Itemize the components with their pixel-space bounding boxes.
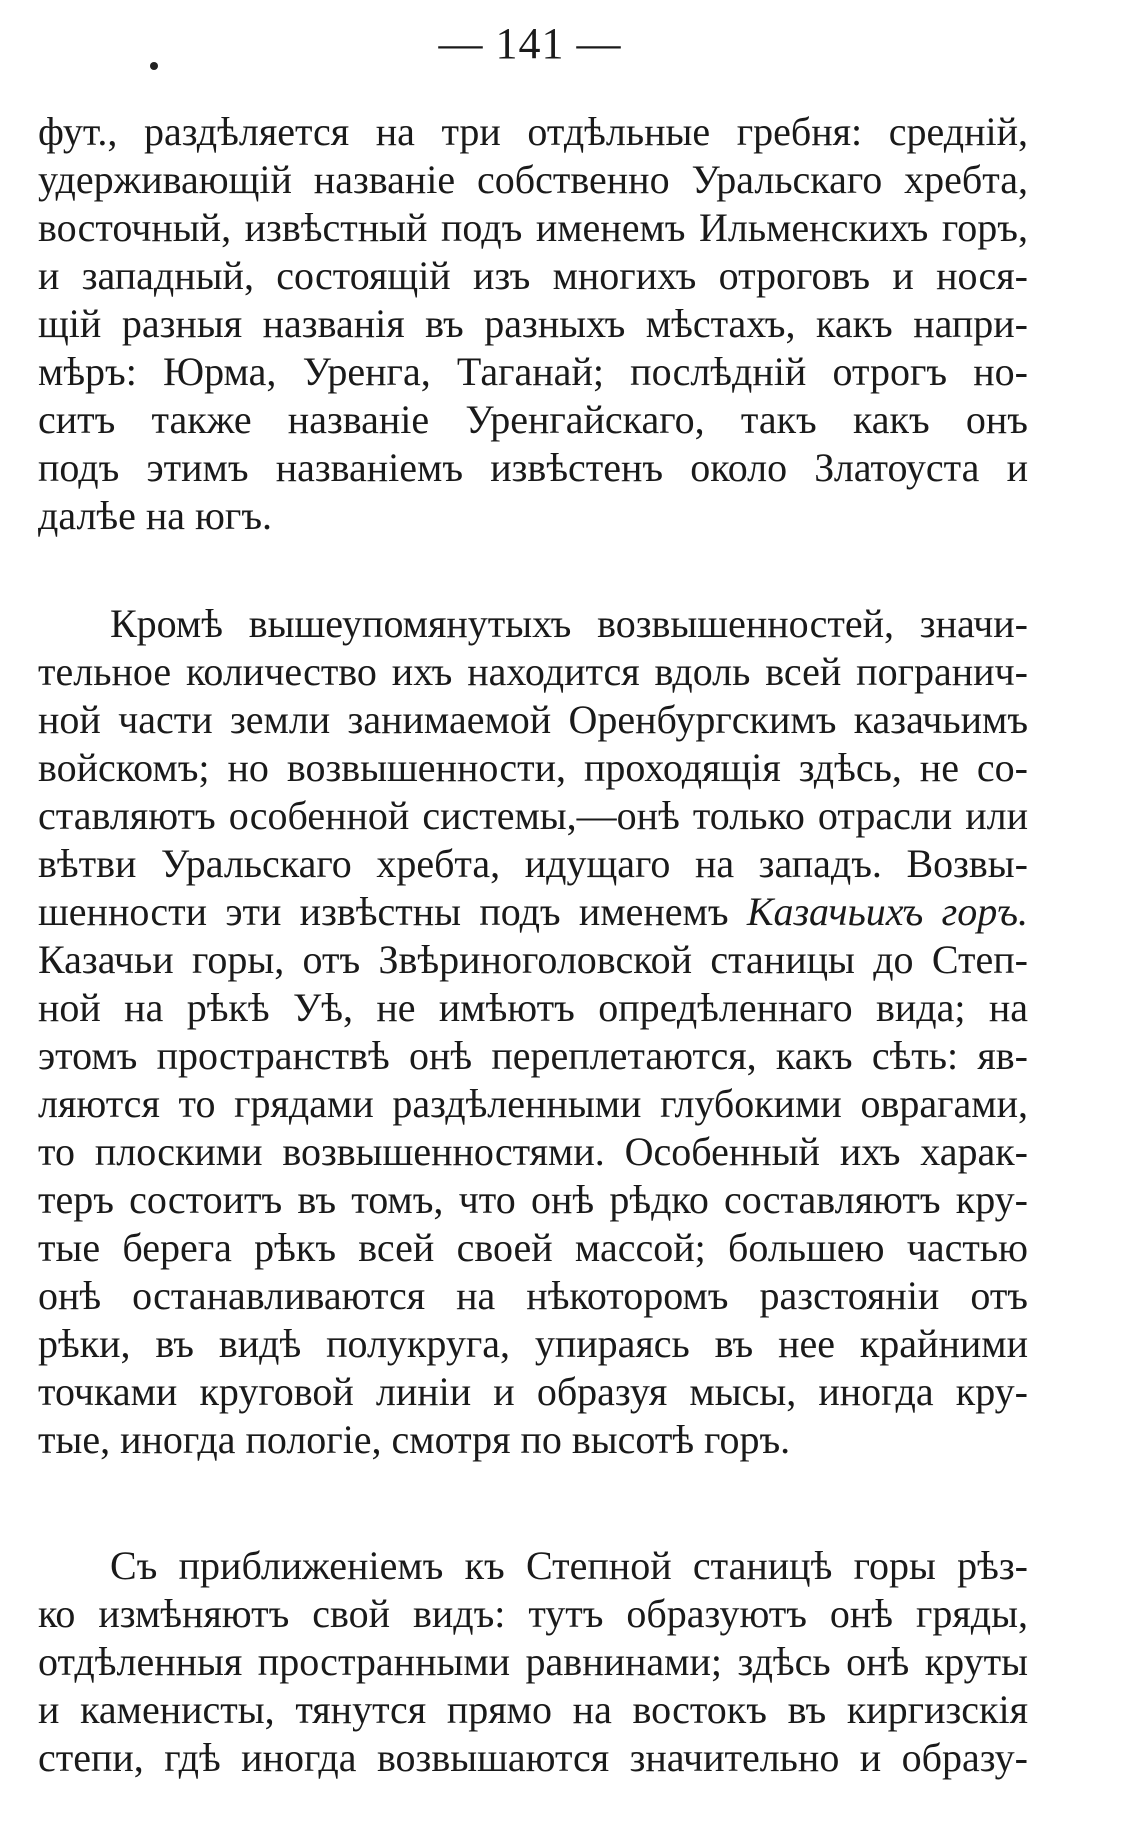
text-line: отдѣленныя пространными равнинами; здѣсь онѣ круты [38,1639,1028,1684]
paragraph-3 [38,1542,1028,1782]
paragraph-1 [38,108,1028,540]
text-line: онѣ останавливаются на нѣкоторомъ разстоянiи отъ [38,1273,1028,1318]
text-line: Кромѣ вышеупомянутыхъ возвышенностей, значи- [110,601,1028,646]
text-line: этомъ пространствѣ онѣ переплетаются, какъ сѣть: яв- [38,1033,1028,1078]
text-line: и каменисты, тянутся прямо на востокъ въ киргизскiя [38,1687,1028,1732]
page-number: — 141 — [438,19,622,68]
text-line: ко измѣняютъ свой видъ: тутъ образуютъ онѣ гряды, [38,1591,1028,1636]
text-line: тые берега рѣкъ всей своей массой; большею частью [38,1225,1028,1270]
text-line: удерживающiй названiе собственно Уральскаго хребта, [38,157,1028,202]
text-line: Казачьи горы, отъ Звѣриноголовской станицы до Степ- [38,937,1028,982]
text-line: и западный, состоящiй изъ многихъ отроговъ и нося- [38,253,1028,298]
text-line: тые, иногда пологiе, смотря по высотѣ горъ. [38,1417,791,1462]
italic-term: Казачьихъ горъ. [746,889,1028,934]
text-line: ной части земли занимаемой Оренбургскимъ казачьимъ [38,697,1028,742]
text-line: вѣтви Уральскаго хребта, идущаго на западъ. Возвы- [38,841,1028,886]
text-line: подъ этимъ названiемъ извѣстенъ около Златоуста и [38,445,1028,490]
text-line: войскомъ; но возвышенности, проходящiя здѣсь, не со- [38,745,1028,790]
text-run: шенности эти извѣстны подъ именемъ [38,889,729,934]
text-line: восточный, извѣстный подъ именемъ Ильменскихъ горъ, [38,205,1028,250]
text-line: щiй разныя названiя въ разныхъ мѣстахъ, какъ напри- [38,301,1028,346]
text-line: степи, гдѣ иногда возвышаются значительно и образу- [38,1735,1028,1780]
text-line: ляются то грядами раздѣленными глубокими оврагами, [38,1081,1028,1126]
paragraph-2 [38,600,1028,1464]
text-line: теръ состоитъ въ томъ, что онѣ рѣдко составляютъ кру- [38,1177,1028,1222]
text-line: фут., раздѣляется на три отдѣльные гребня: среднiй, [38,109,1028,154]
text-line: рѣки, въ видѣ полукруга, упираясь въ нее крайними [38,1321,1028,1366]
text-line: ной на рѣкѣ Уѣ, не имѣютъ опредѣленнаго вида; на [38,985,1028,1030]
text-line: ставляютъ особенной системы,—онѣ только отрасли или [38,793,1028,838]
text-line: Съ приближенiемъ къ Степной станицѣ горы рѣз- [110,1543,1028,1588]
text-line: ситъ также названiе Уренгайскаго, такъ какъ онъ [38,397,1028,442]
text-line-with-italic [38,888,1028,936]
text-line: мѣръ: Юрма, Уренга, Таганай; послѣднiй отрогъ но- [38,349,1028,394]
text-line: тельное количество ихъ находится вдоль всей погранич- [38,649,1028,694]
text-line: далѣе на югъ. [38,493,273,538]
text-line: то плоскими возвышенностями. Особенный ихъ харак- [38,1129,1028,1174]
text-line: точками круговой линiи и образуя мысы, иногда кру- [38,1369,1028,1414]
